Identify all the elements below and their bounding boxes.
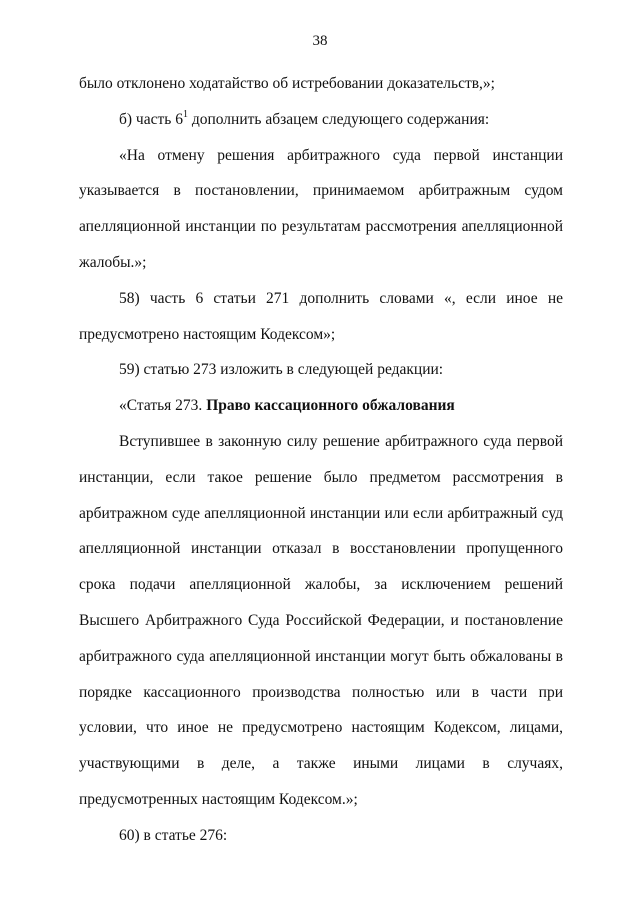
paragraph-amendment-b: [79, 102, 563, 138]
paragraph-item-58: 58) часть 6 статьи 271 дополнить словами «, если иное не предусмотрено настоящим Кодексом»;: [79, 289, 563, 343]
article-heading: [79, 388, 563, 424]
paragraph-quoted-addition: «На отмену решения арбитражного суда первой инстанции указывается в постановлении, принимаемом арбитражным судом апелляционной инстанции по результатам рассмотрения апелляционной жалобы.»;: [79, 146, 563, 271]
paragraph-item-59: 59) статью 273 изложить в следующей редакции:: [119, 361, 444, 379]
page-number: 38: [312, 33, 328, 49]
paragraph-continuation: было отклонено ходатайство об истребовании доказательств,»;: [79, 75, 495, 92]
amendment-b-superscript: 1: [182, 108, 188, 120]
amendment-b-text-start: б) часть 6: [119, 110, 183, 128]
article-number: «Статья 273.: [119, 397, 207, 415]
paragraph-item-60: 60) в статье 276:: [119, 826, 228, 844]
paragraph-article-text: Вступившее в законную силу решение арбитражного суда первой инстанции, если такое решение было предметом рассмотрения в арбитражном суде апелляционной инстанции или если арбитражный суд апелляционной инстанции отказал в восстановлении пропущенного срока подачи апелляционной жалобы, за исключением решений Высшего Арбитражного Суда Российской Федерации, и постановление арбитражного суда апелляционной инстанции могут быть обжалованы в порядке кассационного производства полностью или в части при условии, что иное не предусмотрено настоящим Кодексом, лицами, участвующими в деле, а также иными лицами в случаях, предусмотренных настоящим Кодексом.»;: [79, 432, 563, 808]
article-title: Право кассационного обжалования: [206, 397, 455, 415]
amendment-b-text-end: дополнить абзацем следующего содержания:: [187, 110, 490, 128]
document-body: [79, 66, 563, 854]
